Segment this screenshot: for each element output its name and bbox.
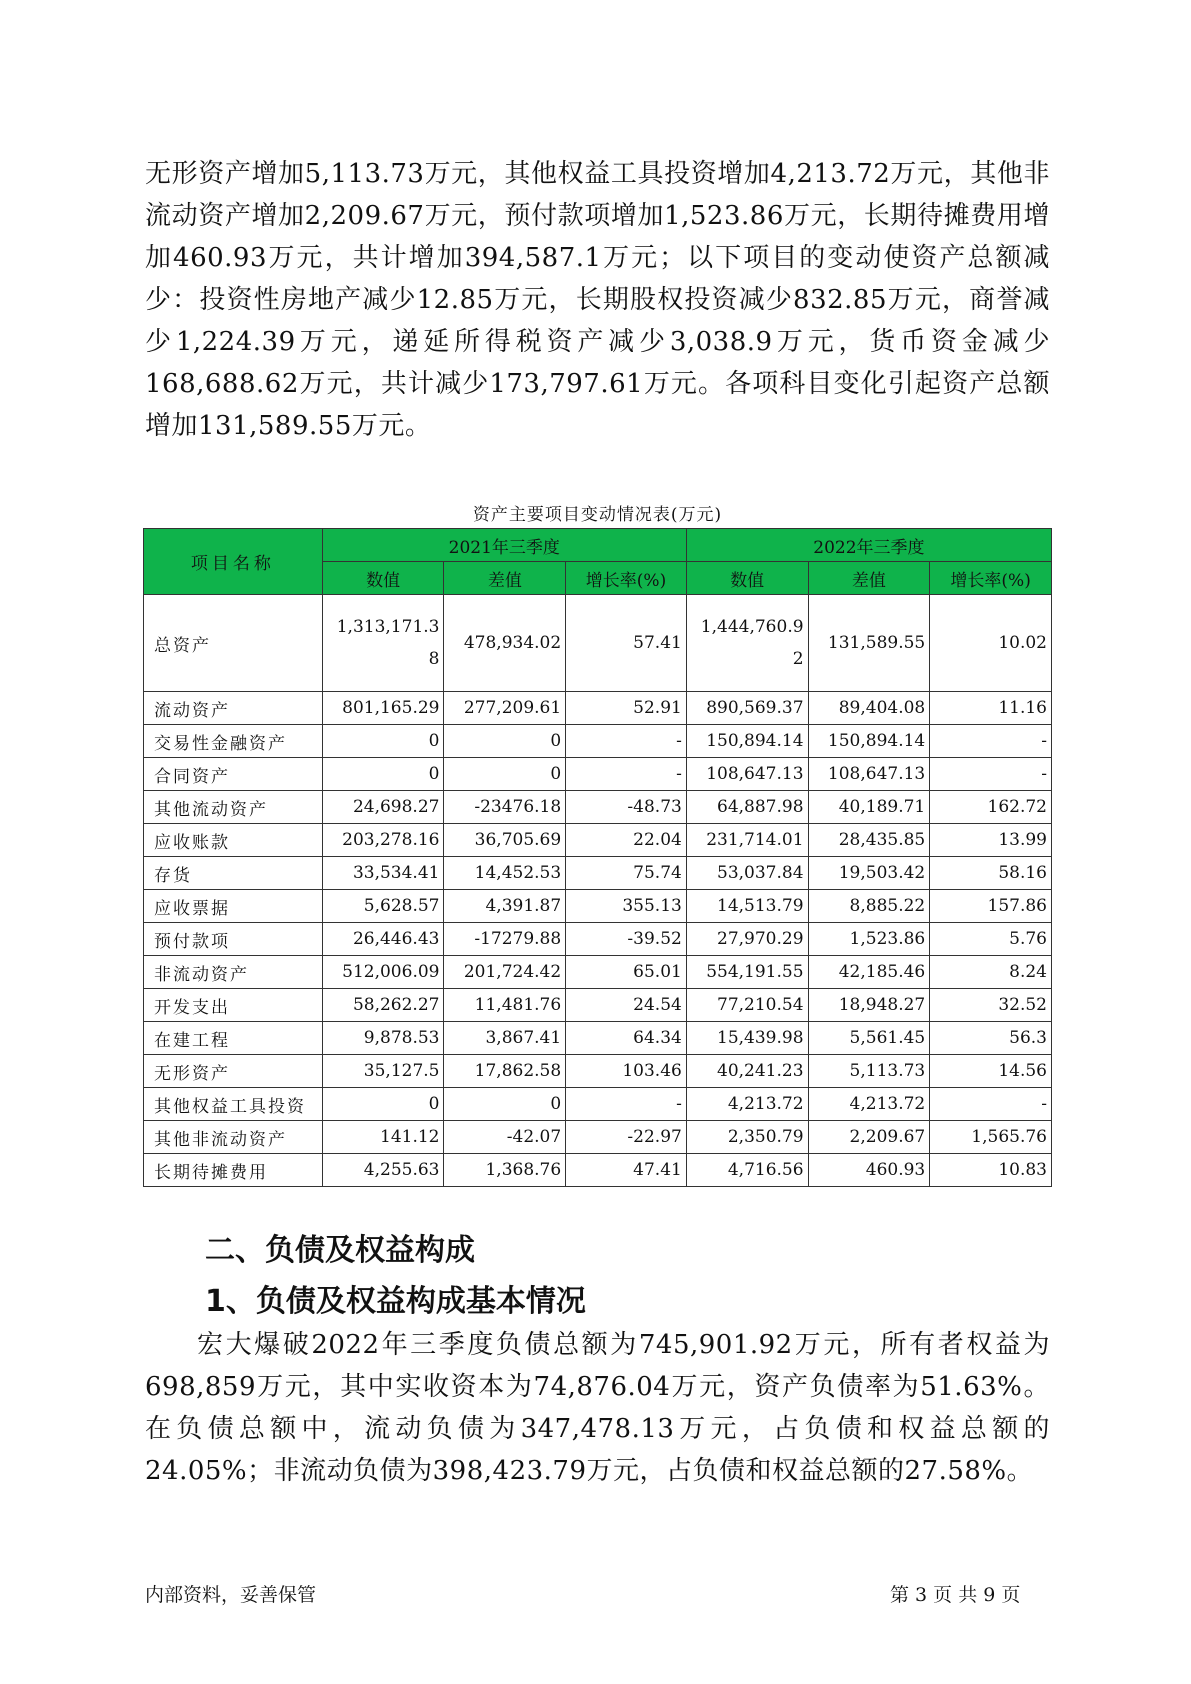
cell-rate-2022: - [930, 1088, 1052, 1121]
cell-rate-2021: -39.52 [566, 923, 687, 956]
cell-diff-2022: 5,113.73 [808, 1055, 930, 1088]
cell-rate-2021: -22.97 [566, 1121, 687, 1154]
row-label: 交易性金融资产 [144, 725, 323, 758]
section-heading: 二、负债及权益构成 [205, 1233, 475, 1268]
header-item-name: 项目名称 [144, 529, 323, 595]
cell-diff-2021: 4,391.87 [444, 890, 566, 923]
cell-value-2021: 26,446.43 [322, 923, 444, 956]
cell-value-2022: 64,887.98 [686, 791, 808, 824]
cell-rate-2021: 75.74 [566, 857, 687, 890]
table-caption: 资产主要项目变动情况表(万元) [472, 505, 723, 525]
cell-diff-2021: 17,862.58 [444, 1055, 566, 1088]
row-label: 其他流动资产 [144, 791, 323, 824]
table-row [144, 923, 1052, 956]
cell-value-2022: 15,439.98 [686, 1022, 808, 1055]
cell-rate-2021: - [566, 725, 687, 758]
cell-rate-2021: 65.01 [566, 956, 687, 989]
cell-diff-2022: 1,523.86 [808, 923, 930, 956]
cell-diff-2022: 89,404.08 [808, 692, 930, 725]
cell-rate-2022: 8.24 [930, 956, 1052, 989]
cell-diff-2021: 0 [444, 725, 566, 758]
cell-diff-2021: -23476.18 [444, 791, 566, 824]
cell-diff-2022: 40,189.71 [808, 791, 930, 824]
cell-diff-2021: 11,481.76 [444, 989, 566, 1022]
table-row [144, 1055, 1052, 1088]
table-row [144, 1121, 1052, 1154]
cell-diff-2022: 460.93 [808, 1154, 930, 1187]
cell-value-2021: 141.12 [322, 1121, 444, 1154]
subsection-heading: 1、负债及权益构成基本情况 [205, 1284, 586, 1319]
cell-rate-2022: - [930, 758, 1052, 791]
table-row [144, 890, 1052, 923]
cell-diff-2022: 5,561.45 [808, 1022, 930, 1055]
row-label: 在建工程 [144, 1022, 323, 1055]
assets-change-table [143, 528, 1052, 1187]
cell-diff-2022: 108,647.13 [808, 758, 930, 791]
cell-diff-2021: 0 [444, 758, 566, 791]
cell-rate-2021: 355.13 [566, 890, 687, 923]
cell-value-2022: 53,037.84 [686, 857, 808, 890]
cell-diff-2021: 201,724.42 [444, 956, 566, 989]
table-row [144, 857, 1052, 890]
cell-value-2022: 231,714.01 [686, 824, 808, 857]
cell-rate-2021: 57.41 [566, 595, 687, 692]
cell-diff-2021: 3,867.41 [444, 1022, 566, 1055]
row-label: 总资产 [144, 595, 323, 692]
header-period-2022q3: 2022年三季度 [686, 529, 1051, 562]
header-diff-2021: 差值 [444, 562, 566, 595]
cell-diff-2021: -42.07 [444, 1121, 566, 1154]
cell-value-2021: 0 [322, 758, 444, 791]
footer-confidential-note: 内部资料，妥善保管 [145, 1584, 317, 1606]
cell-value-2021: 33,534.41 [322, 857, 444, 890]
cell-rate-2021: 103.46 [566, 1055, 687, 1088]
row-label: 应收账款 [144, 824, 323, 857]
cell-diff-2021: 36,705.69 [444, 824, 566, 857]
cell-rate-2022: 11.16 [930, 692, 1052, 725]
row-label: 合同资产 [144, 758, 323, 791]
table-row [144, 595, 1052, 692]
cell-value-2022: 890,569.37 [686, 692, 808, 725]
cell-value-2021: 801,165.29 [322, 692, 444, 725]
cell-value-2021: 58,262.27 [322, 989, 444, 1022]
table-row [144, 989, 1052, 1022]
cell-diff-2022: 42,185.46 [808, 956, 930, 989]
cell-rate-2022: 10.02 [930, 595, 1052, 692]
cell-value-2021: 9,878.53 [322, 1022, 444, 1055]
cell-value-2022: 554,191.55 [686, 956, 808, 989]
cell-value-2022: 4,213.72 [686, 1088, 808, 1121]
header-value-2021: 数值 [322, 562, 444, 595]
table-row [144, 725, 1052, 758]
footer-page-number: 第 3 页 共 9 页 [890, 1584, 1021, 1606]
cell-rate-2021: 52.91 [566, 692, 687, 725]
table-row [144, 758, 1052, 791]
cell-diff-2021: -17279.88 [444, 923, 566, 956]
cell-value-2022: 108,647.13 [686, 758, 808, 791]
cell-diff-2022: 18,948.27 [808, 989, 930, 1022]
header-period-2021q3: 2021年三季度 [322, 529, 686, 562]
row-label: 长期待摊费用 [144, 1154, 323, 1187]
cell-value-2022: 1,444,760.92 [686, 595, 808, 692]
table-row [144, 692, 1052, 725]
header-value-2022: 数值 [686, 562, 808, 595]
cell-rate-2022: 56.3 [930, 1022, 1052, 1055]
table-row [144, 1022, 1052, 1055]
cell-diff-2022: 28,435.85 [808, 824, 930, 857]
body-paragraph-liabilities: 宏大爆破2022年三季度负债总额为745,901.92万元，所有者权益为698,859万元，其中实收资本为74,876.04万元，资产负债率为51.63%。在负债总额中，流动负债为347,478.13万元，占负债和权益总额的24.05%；非流动负债为398,423.79万元，占负债和权益总额的27.58%。 [145, 1330, 1050, 1486]
cell-rate-2022: 157.86 [930, 890, 1052, 923]
cell-diff-2022: 19,503.42 [808, 857, 930, 890]
cell-value-2022: 27,970.29 [686, 923, 808, 956]
cell-rate-2022: 14.56 [930, 1055, 1052, 1088]
cell-rate-2022: 13.99 [930, 824, 1052, 857]
cell-rate-2021: -48.73 [566, 791, 687, 824]
cell-value-2021: 5,628.57 [322, 890, 444, 923]
row-label: 应收票据 [144, 890, 323, 923]
row-label: 开发支出 [144, 989, 323, 1022]
row-label: 存货 [144, 857, 323, 890]
cell-value-2021: 0 [322, 725, 444, 758]
cell-value-2021: 203,278.16 [322, 824, 444, 857]
cell-rate-2022: 1,565.76 [930, 1121, 1052, 1154]
header-rate-2022: 增长率(%) [930, 562, 1052, 595]
cell-rate-2021: - [566, 1088, 687, 1121]
header-diff-2022: 差值 [808, 562, 930, 595]
table-row [144, 1154, 1052, 1187]
cell-rate-2021: 22.04 [566, 824, 687, 857]
row-label: 无形资产 [144, 1055, 323, 1088]
cell-value-2021: 1,313,171.38 [322, 595, 444, 692]
table-row [144, 956, 1052, 989]
row-label: 流动资产 [144, 692, 323, 725]
row-label: 其他权益工具投资 [144, 1088, 323, 1121]
cell-rate-2022: - [930, 725, 1052, 758]
cell-diff-2021: 1,368.76 [444, 1154, 566, 1187]
cell-rate-2022: 32.52 [930, 989, 1052, 1022]
cell-diff-2022: 150,894.14 [808, 725, 930, 758]
cell-diff-2022: 131,589.55 [808, 595, 930, 692]
cell-rate-2021: - [566, 758, 687, 791]
cell-rate-2021: 64.34 [566, 1022, 687, 1055]
table-row [144, 824, 1052, 857]
cell-diff-2022: 2,209.67 [808, 1121, 930, 1154]
cell-rate-2022: 5.76 [930, 923, 1052, 956]
cell-value-2021: 24,698.27 [322, 791, 444, 824]
cell-value-2022: 40,241.23 [686, 1055, 808, 1088]
cell-value-2022: 150,894.14 [686, 725, 808, 758]
cell-diff-2022: 4,213.72 [808, 1088, 930, 1121]
row-label: 非流动资产 [144, 956, 323, 989]
cell-value-2021: 4,255.63 [322, 1154, 444, 1187]
body-paragraph-assets-changes: 无形资产增加5,113.73万元，其他权益工具投资增加4,213.72万元，其他非流动资产增加2,209.67万元，预付款项增加1,523.86万元，长期待摊费用增加460.93万元，共计增加394,587.1万元；以下项目的变动使资产总额减少：投资性房地产减少12.85万元，长期股权投资减少832.85万元，商誉减少1,224.39万元，递延所得税资产减少3,038.9万元，货币资金减少168,688.62万元，共计减少173,797.61万元。各项科目变化引起资产总额增加131,589.55万元。 [145, 159, 1050, 441]
cell-diff-2022: 8,885.22 [808, 890, 930, 923]
cell-value-2022: 77,210.54 [686, 989, 808, 1022]
cell-value-2021: 35,127.5 [322, 1055, 444, 1088]
cell-value-2021: 512,006.09 [322, 956, 444, 989]
cell-rate-2021: 24.54 [566, 989, 687, 1022]
cell-diff-2021: 277,209.61 [444, 692, 566, 725]
table-row [144, 1088, 1052, 1121]
cell-rate-2022: 162.72 [930, 791, 1052, 824]
cell-diff-2021: 478,934.02 [444, 595, 566, 692]
cell-value-2022: 14,513.79 [686, 890, 808, 923]
header-rate-2021: 增长率(%) [566, 562, 687, 595]
cell-value-2021: 0 [322, 1088, 444, 1121]
cell-diff-2021: 14,452.53 [444, 857, 566, 890]
row-label: 预付款项 [144, 923, 323, 956]
cell-rate-2022: 58.16 [930, 857, 1052, 890]
cell-value-2022: 2,350.79 [686, 1121, 808, 1154]
table-row [144, 791, 1052, 824]
cell-rate-2021: 47.41 [566, 1154, 687, 1187]
cell-rate-2022: 10.83 [930, 1154, 1052, 1187]
cell-diff-2021: 0 [444, 1088, 566, 1121]
cell-value-2022: 4,716.56 [686, 1154, 808, 1187]
row-label: 其他非流动资产 [144, 1121, 323, 1154]
